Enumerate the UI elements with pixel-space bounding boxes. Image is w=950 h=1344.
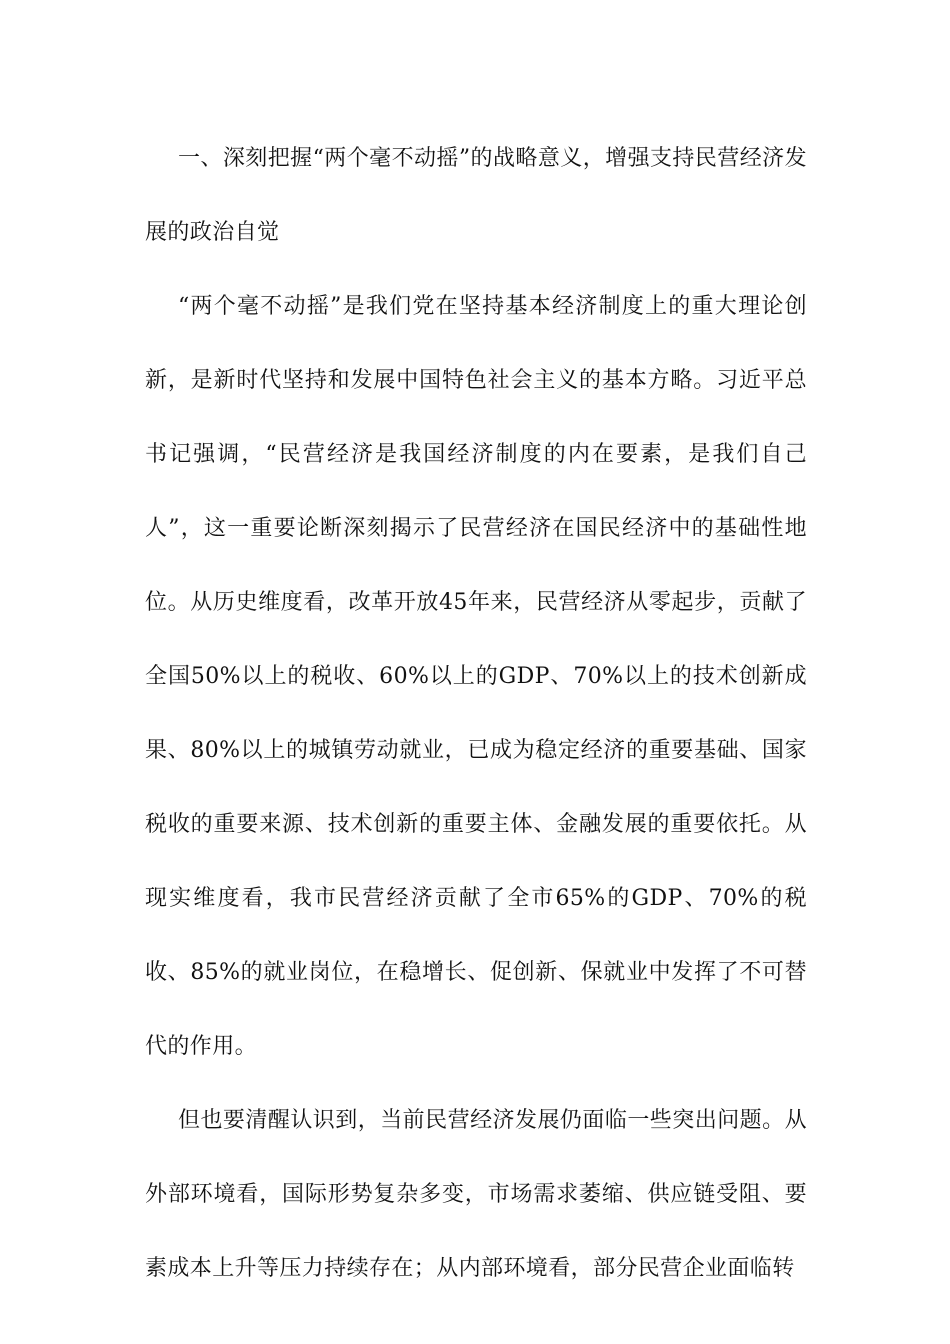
document-body [145,122,807,1306]
body-paragraph: 但也要清醒认识到，当前民营经济发展仍面临一些突出问题。从外部环境看，国际形势复杂多变，市场需求萎缩、供应链受阻、要素成本上升等压力持续存在；从内部环境看，部分民营企业面临转 [145,1108,807,1281]
body-paragraph: “两个毫不动摇”是我们党在坚持基本经济制度上的重大理论创新，是新时代坚持和发展中国特色社会主义的基本方略。习近平总书记强调，“民营经济是我国经济制度的内在要素，是我们自己人”，这一重要论断深刻揭示了民营经济在国民经济中的基础性地位。从历史维度看，改革开放45年来，民营经济从零起步，贡献了全国50%以上的税收、60%以上的GDP、70%以上的技术创新成果、80%以上的城镇劳动就业，已成为稳定经济的重要基础、国家税收的重要来源、技术创新的重要主体、金融发展的重要依托。从现实维度看，我市民营经济贡献了全市65%的GDP、70%的税收、85%的就业岗位，在稳增长、促创新、保就业中发挥了不可替代的作用。 [145,294,807,1059]
section-heading: 一、深刻把握“两个毫不动摇”的战略意义，增强支持民营经济发展的政治自觉 [145,146,807,245]
